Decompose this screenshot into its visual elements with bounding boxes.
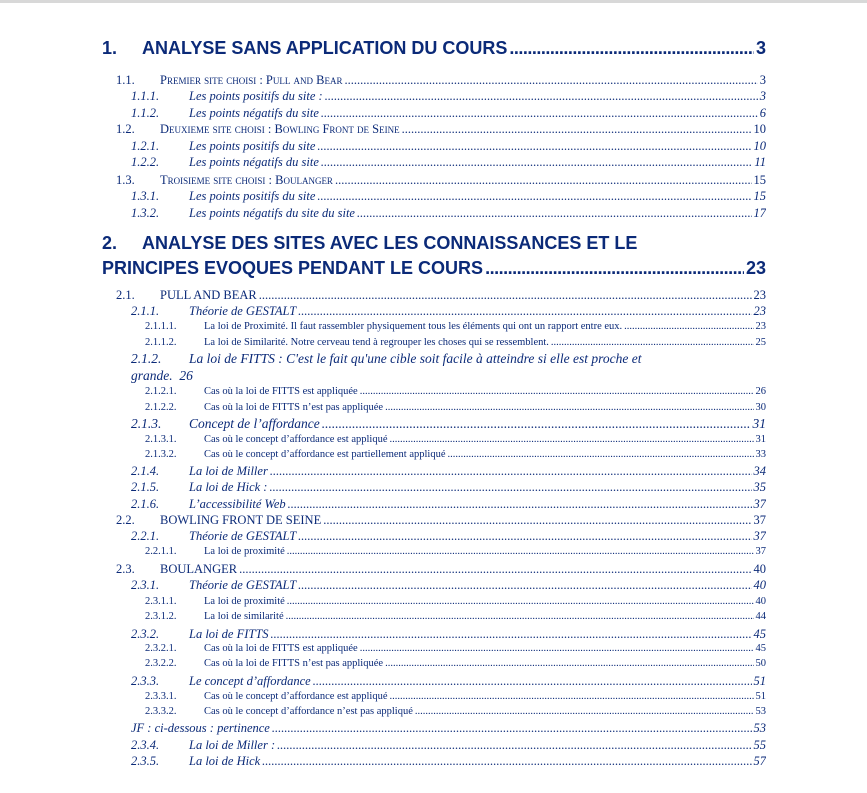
toc-page: 53: [753, 721, 766, 735]
toc-number: 2.2.1.: [131, 529, 160, 543]
toc-entry-1-2-2[interactable]: [131, 155, 766, 170]
toc-leader-dots: [317, 189, 751, 204]
toc-entry-2-3[interactable]: [116, 562, 766, 577]
toc-entry-1-2-1[interactable]: [131, 139, 766, 154]
toc-title: BOULANGER: [160, 562, 238, 576]
toc-title: La loi de similarité: [204, 611, 284, 622]
toc-leader-dots: [321, 106, 758, 121]
toc-page: 35: [753, 480, 766, 494]
toc-entry-1-3-1[interactable]: [131, 189, 766, 204]
toc-number: 2.3.2.: [131, 627, 160, 641]
toc-number: 2.1.2.: [131, 351, 162, 366]
toc-title: Cas où la loi de FITTS est appliquée: [204, 643, 358, 654]
toc-leader-dots: [287, 546, 754, 557]
toc-leader-dots: [288, 497, 752, 512]
toc-title: Les points négatifs du site: [189, 106, 319, 120]
toc-leader-dots: [389, 434, 753, 445]
toc-entry-2-2-1[interactable]: [131, 529, 766, 544]
toc-page: 23: [753, 304, 766, 318]
toc-leader-dots: [385, 402, 753, 413]
toc-leader-dots: [402, 122, 752, 137]
toc-number: 2.1.4.: [131, 464, 160, 478]
toc-title: La loi de Hick :: [189, 480, 268, 494]
toc-leader-dots: [271, 627, 752, 642]
toc-leader-dots: [325, 89, 758, 104]
toc-leader-dots: [321, 155, 753, 170]
toc-leader-dots: [270, 464, 752, 479]
toc-entry-2-1-2-1[interactable]: [145, 386, 766, 397]
toc-leader-dots: [323, 513, 751, 528]
toc-number: 1.1.: [116, 73, 135, 87]
toc-number: 2.3.2.1.: [145, 643, 177, 654]
toc-title: Cas où le concept d’affordance est appliqué: [204, 691, 388, 702]
toc-leader-dots: [509, 38, 754, 59]
toc-title: Le concept d’affordance: [189, 674, 311, 688]
toc-entry-2-1-6[interactable]: [131, 497, 766, 512]
toc-page: 3: [759, 89, 766, 103]
toc-page: 37: [753, 529, 766, 543]
toc-page: 40: [753, 562, 766, 576]
toc-number: 2.3.5.: [131, 754, 160, 768]
toc-leader-dots: [287, 596, 754, 607]
toc-entry-2-3-3[interactable]: [131, 674, 766, 689]
toc-page: 15: [753, 189, 766, 203]
toc-title: Troisieme site choisi : Boulanger: [160, 173, 333, 187]
toc-entry-1-1-1[interactable]: [131, 89, 766, 104]
toc-title: grande.: [131, 368, 173, 383]
toc-number: 2.3.1.2.: [145, 611, 177, 622]
toc-title: Concept de l’affordance: [189, 416, 320, 431]
toc-title: Les points positifs du site :: [189, 89, 323, 103]
toc-title: La loi de Proximité. Il faut rassembler physiquement tous les éléments qui ont un rapport entre eux.: [204, 321, 623, 332]
toc-page: 31: [752, 416, 766, 431]
toc-title: Les points négatifs du site du site: [189, 206, 355, 220]
toc-number: 2.3.: [116, 562, 135, 576]
toc-page: 25: [755, 337, 766, 348]
toc-leader-dots: [272, 721, 752, 736]
toc-page: 44: [755, 611, 766, 622]
toc-number: 2.1.2.1.: [145, 386, 177, 397]
toc-page: 45: [753, 627, 766, 641]
toc-entry-2-2-1-1[interactable]: [145, 546, 766, 557]
toc-number: 2.1.1.1.: [145, 321, 177, 332]
toc-page: 50: [755, 658, 766, 669]
toc-page: 40: [753, 578, 766, 592]
toc-entry-2-3-1[interactable]: [131, 578, 766, 593]
toc-title: Théorie de GESTALT: [189, 304, 297, 318]
toc-entry-2[interactable]: [102, 258, 766, 279]
toc-page: 34: [753, 464, 766, 478]
toc-page: 26: [179, 368, 193, 383]
toc-entry-2-1-2-line1[interactable]: [131, 351, 641, 367]
toc-title: Cas où le concept d’affordance est partiellement appliqué: [204, 449, 446, 460]
toc-page: 37: [755, 546, 766, 557]
toc-leader-dots: [389, 691, 753, 702]
toc-leader-dots: [286, 611, 754, 622]
toc-page: 51: [753, 674, 766, 688]
toc-page: 37: [753, 497, 766, 511]
toc-leader-dots: [313, 674, 752, 689]
toc-number: 2.3.2.2.: [145, 658, 177, 669]
toc-leader-dots: [448, 449, 754, 460]
toc-page: 10: [753, 139, 766, 153]
toc-page: 23: [755, 321, 766, 332]
toc-leader-dots: [360, 386, 754, 397]
toc-title: Cas où la loi de FITTS est appliquée: [204, 386, 358, 397]
toc-leader-dots: [269, 480, 751, 495]
toc-number: 1.: [102, 38, 118, 58]
toc-title: PULL AND BEAR: [160, 288, 257, 302]
toc-number: 2.3.3.: [131, 674, 160, 688]
toc-entry-2-3-2[interactable]: [131, 627, 766, 642]
toc-title: La loi de proximité: [204, 546, 285, 557]
toc-entry-2-1-2-2[interactable]: [145, 402, 766, 413]
toc-number: 2.1.1.2.: [145, 337, 177, 348]
toc-title: Cas où la loi de FITTS n’est pas appliquée: [204, 402, 384, 413]
toc-title: La loi de FITTS : C'est le fait qu'une cible soit facile à atteindre si elle est proche et: [189, 351, 642, 366]
toc-leader-dots: [385, 658, 753, 669]
toc-leader-dots: [298, 304, 751, 319]
toc-entry-2-3-5[interactable]: [131, 754, 766, 769]
toc-number: 1.2.: [116, 122, 135, 136]
toc-title: ANALYSE DES SITES AVEC LES CONNAISSANCES ET LE: [142, 233, 638, 253]
toc-leader-dots: [239, 562, 751, 577]
toc-page: 23: [753, 288, 766, 302]
toc-title: Les points négatifs du site: [189, 155, 319, 169]
toc-entry-2-1-5[interactable]: [131, 480, 766, 495]
toc-page: 23: [745, 258, 766, 278]
toc-entry-2-line1[interactable]: [102, 233, 637, 254]
toc-number: 1.2.1.: [131, 139, 160, 153]
toc-title: Théorie de GESTALT: [189, 578, 297, 592]
toc-page: 15: [753, 173, 766, 187]
toc-number: 2.1.5.: [131, 480, 160, 494]
toc-entry-1-3[interactable]: [116, 173, 766, 188]
toc-number: 2.2.1.1.: [145, 546, 177, 557]
toc-page: 11: [754, 155, 766, 169]
toc-entry-2-3-1-1[interactable]: [145, 596, 766, 607]
toc-entry-1[interactable]: [102, 38, 766, 59]
toc-leader-dots: [335, 173, 752, 188]
toc-title: La loi de Miller :: [189, 738, 276, 752]
toc-entry-2-2[interactable]: [116, 513, 766, 528]
toc-entry-jf-note[interactable]: [131, 721, 766, 736]
toc-page: 33: [755, 449, 766, 460]
toc-entry-1-1-2[interactable]: [131, 106, 766, 121]
toc-leader-dots: [415, 706, 754, 717]
toc-number: 1.3.1.: [131, 189, 160, 203]
toc-page: 40: [755, 596, 766, 607]
toc-leader-dots: [624, 321, 753, 332]
toc-leader-dots: [262, 754, 751, 769]
toc-page: 10: [753, 122, 766, 136]
toc-page: 6: [759, 106, 766, 120]
toc-number: 2.2.: [116, 513, 135, 527]
toc-title: Théorie de GESTALT: [189, 529, 297, 543]
toc-number: 2.1.: [116, 288, 135, 302]
toc-entry-2-1-3-1[interactable]: [145, 434, 766, 445]
toc-leader-dots: [357, 206, 752, 221]
toc-leader-dots: [551, 337, 754, 348]
toc-entry-2-3-2-2[interactable]: [145, 658, 766, 669]
toc-entry-2-1-1[interactable]: [131, 304, 766, 319]
toc-page: 51: [755, 691, 766, 702]
toc-entry-2-3-2-1[interactable]: [145, 643, 766, 654]
toc-leader-dots: [360, 643, 754, 654]
toc-title: La loi de Hick: [189, 754, 261, 768]
toc-number: 2.3.1.1.: [145, 596, 177, 607]
toc-title: Premier site choisi : Pull and Bear: [160, 73, 343, 87]
toc-page: 55: [753, 738, 766, 752]
toc-title: La loi de FITTS: [189, 627, 269, 641]
toc-page: 31: [755, 434, 766, 445]
toc-title: La loi de proximité: [204, 596, 285, 607]
toc-leader-dots: [485, 258, 744, 279]
toc-title: JF : ci-dessous : pertinence: [131, 721, 270, 735]
toc-number: 2.1.1.: [131, 304, 160, 318]
toc-title: BOWLING FRONT DE SEINE: [160, 513, 322, 527]
toc-page: 53: [755, 706, 766, 717]
toc-page: 3: [755, 38, 766, 58]
toc-number: 2.3.3.2.: [145, 706, 177, 717]
toc-entry-2-3-3-1[interactable]: [145, 691, 766, 702]
toc-entry-1-1[interactable]: [116, 73, 766, 88]
toc-title: L’accessibilité Web: [189, 497, 286, 511]
toc-page: 26: [755, 386, 766, 397]
toc-leader-dots: [277, 738, 751, 753]
toc-entry-2-1-1-2[interactable]: [145, 337, 766, 348]
toc-page: 57: [753, 754, 766, 768]
toc-entry-1-2[interactable]: [116, 122, 766, 137]
toc-entry-1-3-2[interactable]: [131, 206, 766, 221]
toc-title: La loi de Similarité. Notre cerveau tend à regrouper les choses qui se ressemblent.: [204, 337, 549, 348]
toc-entry-2-1-3[interactable]: [131, 416, 766, 432]
toc-number: 2.3.1.: [131, 578, 160, 592]
toc-number: 2.1.3.2.: [145, 449, 177, 460]
toc-title: Cas où le concept d’affordance n’est pas appliqué: [204, 706, 413, 717]
toc-number: 2.3.4.: [131, 738, 160, 752]
toc-entry-2-1[interactable]: [116, 288, 766, 303]
toc-number: 2.1.3.1.: [145, 434, 177, 445]
toc-number: 1.1.1.: [131, 89, 160, 103]
toc-title: Cas où la loi de FITTS n’est pas appliquée: [204, 658, 384, 669]
toc-title: Cas où le concept d’affordance est appliqué: [204, 434, 388, 445]
toc-leader-dots: [344, 73, 757, 88]
toc-number: 2.: [102, 233, 118, 253]
toc-title: Les points positifs du site: [189, 189, 316, 203]
toc-title: PRINCIPES EVOQUES PENDANT LE COURS: [102, 258, 484, 278]
toc-entry-2-3-1-2[interactable]: [145, 611, 766, 622]
toc-page: 45: [755, 643, 766, 654]
toc-number: 1.3.: [116, 173, 135, 187]
toc-leader-dots: [322, 416, 751, 432]
toc-number: 2.1.3.: [131, 416, 162, 431]
toc-number: 1.1.2.: [131, 106, 160, 120]
toc-number: 1.2.2.: [131, 155, 160, 169]
toc-page: 17: [753, 206, 766, 220]
toc-entry-2-1-2-line2[interactable]: [131, 368, 193, 384]
toc-title: La loi de Miller: [189, 464, 268, 478]
toc-number: 2.1.6.: [131, 497, 160, 511]
toc-number: 1.3.2.: [131, 206, 160, 220]
toc-title: Deuxieme site choisi : Bowling Front de Seine: [160, 122, 400, 136]
toc-entry-2-3-4[interactable]: [131, 738, 766, 753]
toc-leader-dots: [259, 288, 752, 303]
toc-page: 3: [759, 73, 766, 87]
toc-leader-dots: [298, 529, 751, 544]
toc-number: 2.1.2.2.: [145, 402, 177, 413]
toc-entry-2-1-1-1[interactable]: [145, 321, 766, 332]
toc-page: 37: [753, 513, 766, 527]
toc-entry-2-1-4[interactable]: [131, 464, 766, 479]
toc-page: 30: [755, 402, 766, 413]
toc-title: Les points positifs du site: [189, 139, 316, 153]
toc-entry-2-3-3-2[interactable]: [145, 706, 766, 717]
toc-leader-dots: [317, 139, 751, 154]
toc-number: 2.3.3.1.: [145, 691, 177, 702]
toc-title: ANALYSE SANS APPLICATION DU COURS: [142, 38, 508, 58]
toc-leader-dots: [298, 578, 751, 593]
toc-entry-2-1-3-2[interactable]: [145, 449, 766, 460]
